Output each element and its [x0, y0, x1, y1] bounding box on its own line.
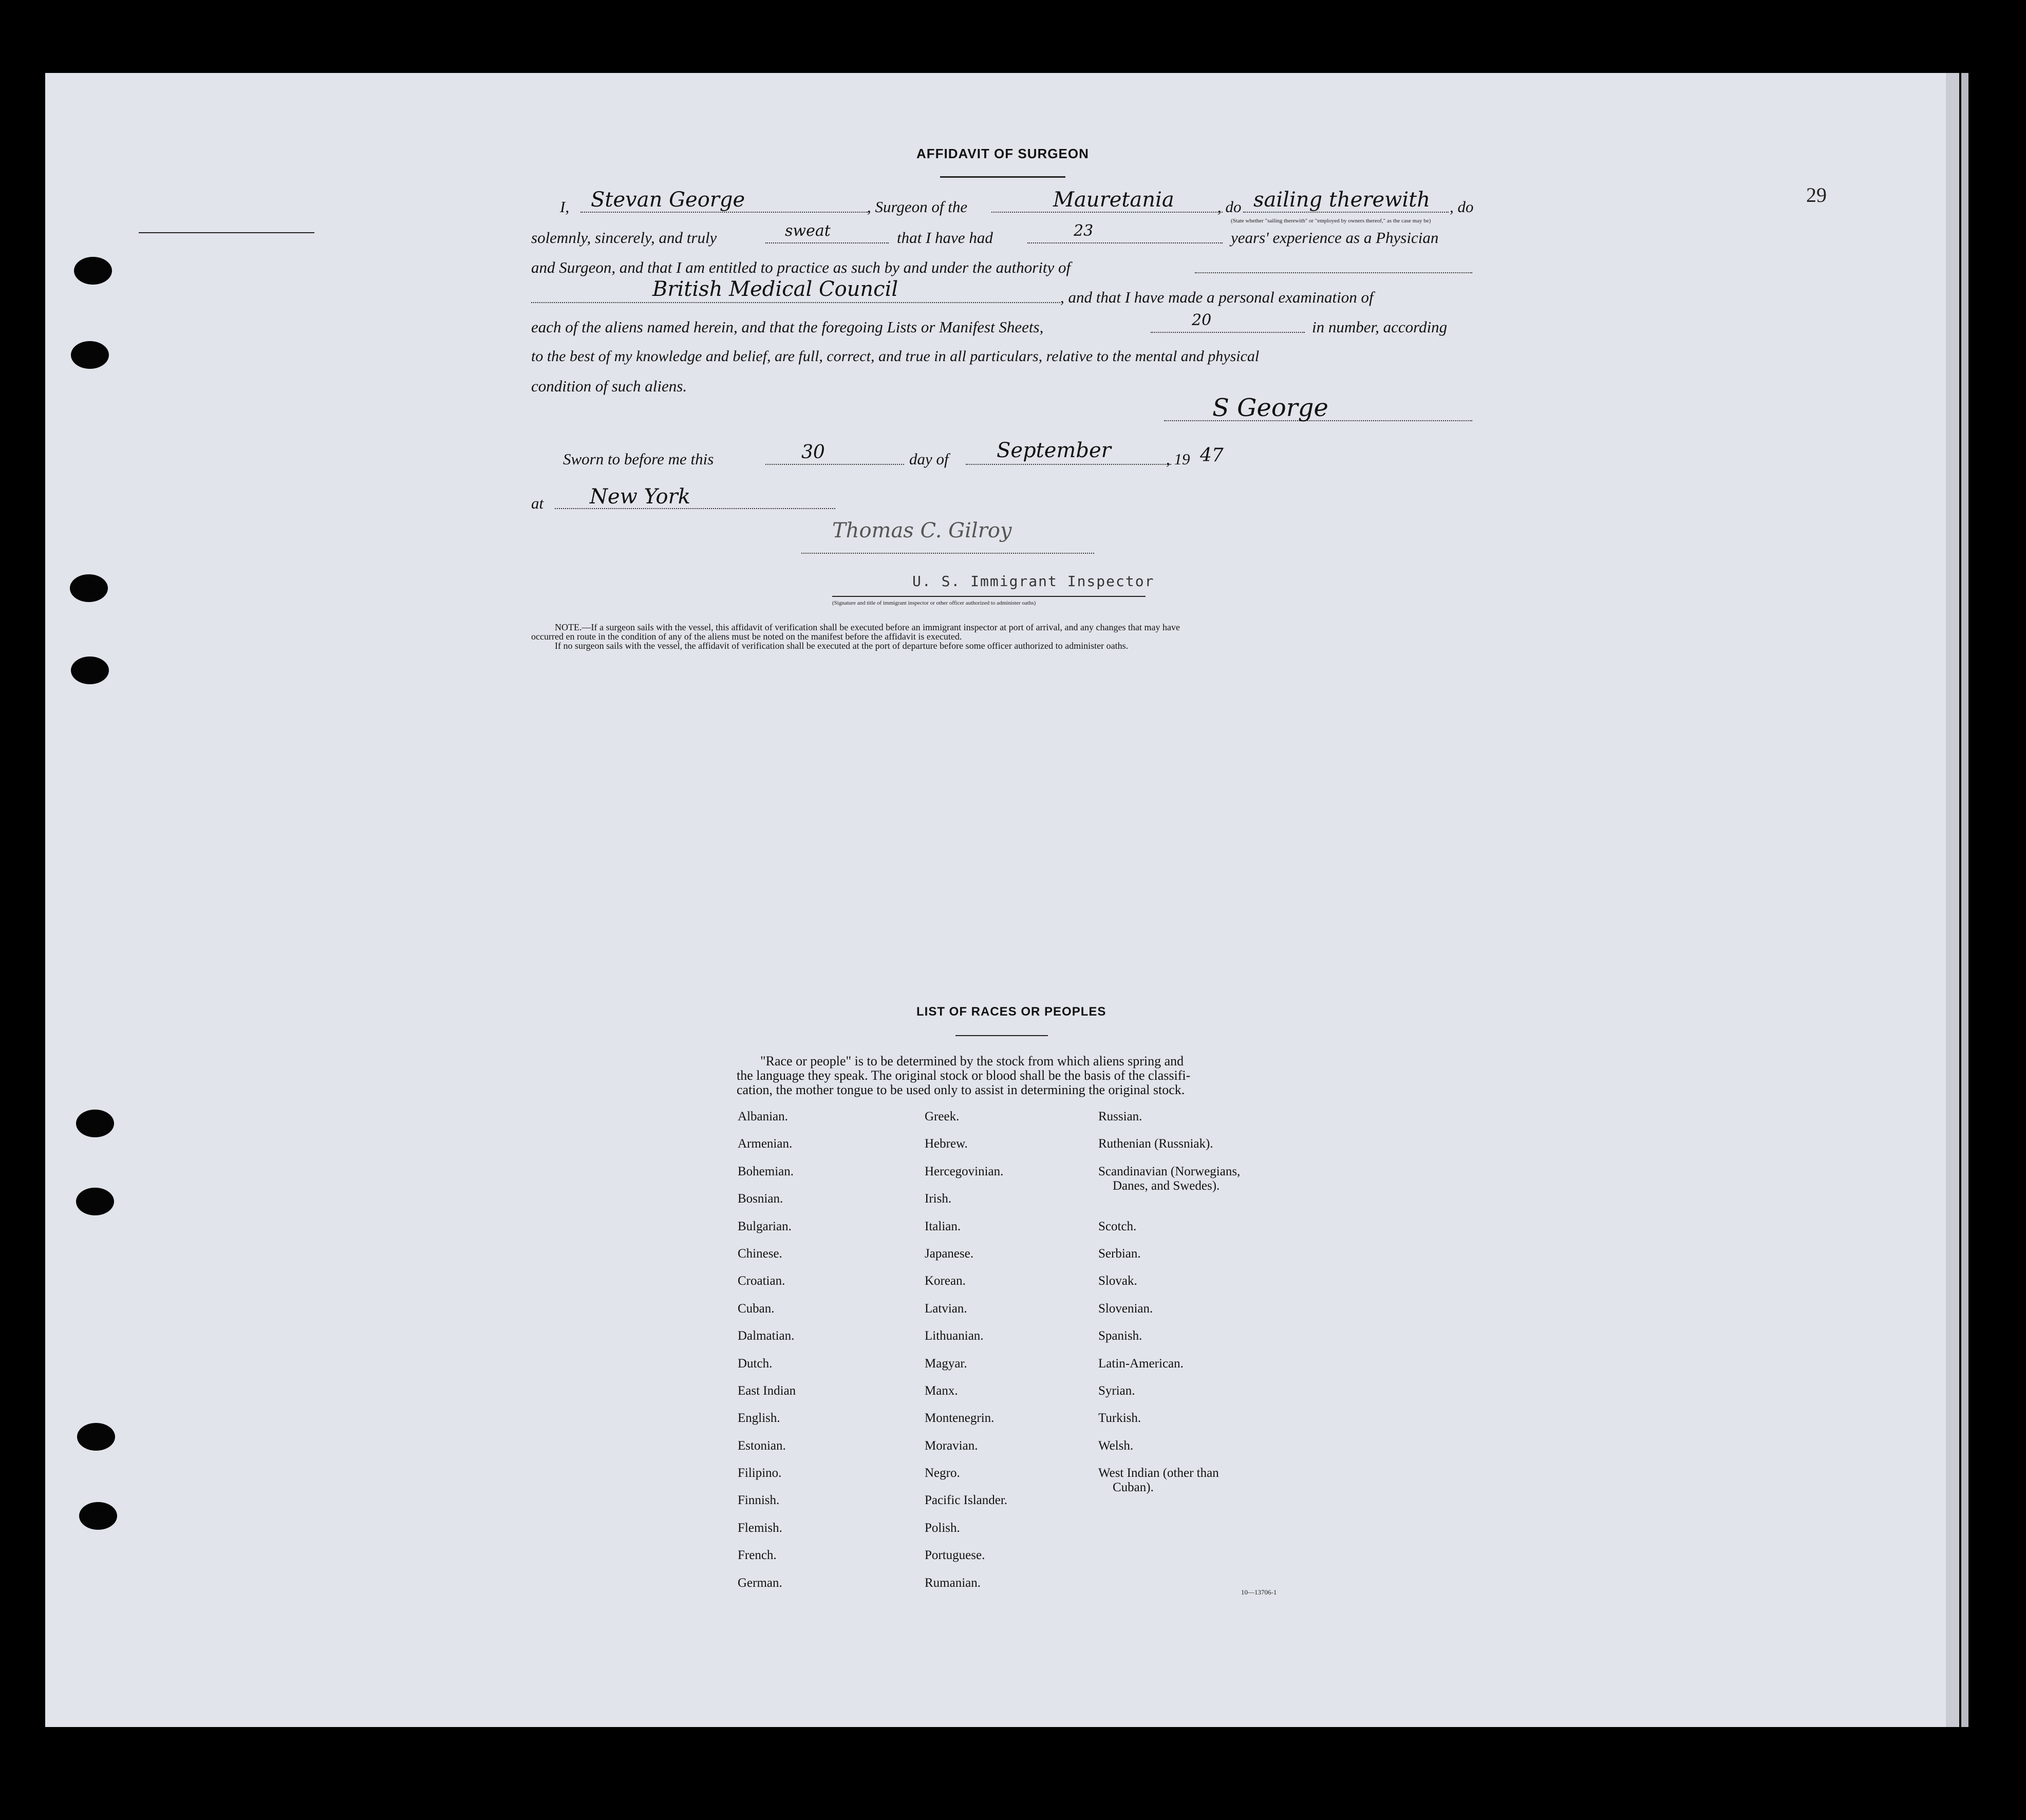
race-item: Finnish. [738, 1493, 780, 1508]
affidavit-text: years' experience as a Physician [1231, 229, 1439, 247]
signature-line [801, 553, 1094, 554]
place-handwritten: New York [590, 485, 690, 509]
race-item: Manx. [925, 1383, 958, 1398]
race-item: Dutch. [738, 1356, 773, 1371]
sheets-handwritten: 20 [1192, 311, 1212, 329]
race-item [1098, 1466, 1240, 1493]
race-item: Welsh. [1098, 1438, 1134, 1453]
race-item-line: Cuban). [1113, 1480, 1154, 1495]
race-item: Rumanian. [925, 1575, 981, 1590]
race-item: Estonian. [738, 1438, 786, 1453]
binder-hole [79, 1502, 117, 1530]
race-item: Pacific Islander. [925, 1493, 1008, 1508]
race-item: Albanian. [738, 1110, 788, 1123]
stamp-underline [832, 596, 1146, 597]
binder-hole [71, 341, 109, 369]
binder-hole [74, 257, 112, 285]
race-item: German. [738, 1575, 782, 1590]
fill-line [1195, 272, 1472, 273]
page-edge-shadow [1961, 73, 1968, 1727]
race-item: English. [738, 1411, 780, 1425]
fill-line [966, 464, 1171, 465]
race-item-line: West Indian (other than [1098, 1466, 1219, 1480]
binder-hole [77, 1423, 115, 1451]
affidavit-text: to the best of my knowledge and belief, are full, correct, and true in all particulars, relative to the mental and physical [531, 348, 1260, 365]
month-handwritten: September [997, 439, 1111, 462]
surgeon-signature: S George [1212, 393, 1328, 422]
form-code: 10—13706-1 [1241, 1588, 1277, 1596]
race-item: Russian. [1098, 1110, 1142, 1123]
affidavit-text: , do [1450, 198, 1474, 216]
race-item: Filipino. [738, 1466, 782, 1480]
fill-line [765, 242, 889, 243]
race-item: Hercegovinian. [925, 1164, 1004, 1178]
race-item [1098, 1165, 1240, 1219]
race-item: Bohemian. [738, 1164, 794, 1178]
year-handwritten: 47 [1200, 445, 1224, 466]
day-handwritten: 30 [801, 442, 825, 463]
title-underline [940, 176, 1065, 178]
race-item: Turkish. [1098, 1411, 1141, 1425]
race-item: Bulgarian. [738, 1219, 792, 1233]
affidavit-text: condition of such aliens. [531, 377, 687, 395]
race-item: Cuban. [738, 1301, 775, 1316]
race-item: Portuguese. [925, 1548, 985, 1563]
race-item: Bosnian. [738, 1192, 783, 1206]
binder-hole [76, 1188, 114, 1215]
races-column-3 [1098, 1110, 1240, 1493]
race-item: Negro. [925, 1466, 960, 1480]
status-handwritten: sailing therewith [1253, 188, 1431, 212]
races-column-1 [738, 1110, 796, 1603]
race-item: Korean. [925, 1274, 966, 1288]
authority-handwritten: British Medical Council [652, 277, 898, 301]
inspector-signature: Thomas C. Gilroy [832, 519, 1012, 542]
affidavit-text: day of [909, 450, 949, 468]
binder-hole [71, 656, 109, 684]
affidavit-text: , 19 [1166, 450, 1190, 468]
page-number: 29 [1806, 183, 1827, 207]
fill-line [1027, 242, 1223, 243]
race-item: Hebrew. [925, 1137, 968, 1151]
inspector-caption: (Signature and title of immigrant inspector or other officer authorized to administer oaths) [832, 600, 1036, 606]
note-line: NOTE.—If a surgeon sails with the vessel, this affidavit of verification shall be executed before an immigrant inspector at port of arrival, and any changes that may have [555, 622, 1180, 632]
race-item: Italian. [925, 1219, 961, 1233]
race-item: Flemish. [738, 1521, 782, 1535]
race-item: Spanish. [1098, 1329, 1142, 1343]
vessel-handwritten: Mauretania [1053, 188, 1174, 212]
races-intro-line: cation, the mother tongue to be used only to assist in determining the original stock. [737, 1082, 1185, 1097]
race-item: Chinese. [738, 1246, 782, 1261]
binder-hole [76, 1110, 114, 1137]
affidavit-text: Sworn to before me this [563, 450, 714, 468]
affidavit-text: solemnly, sincerely, and truly [531, 229, 717, 247]
races-title: LIST OF RACES OR PEOPLES [916, 1005, 1106, 1019]
race-item: Slovenian. [1098, 1301, 1153, 1316]
race-item: Armenian. [738, 1137, 793, 1151]
race-item: Irish. [925, 1192, 952, 1206]
race-item: Magyar. [925, 1356, 967, 1371]
races-column-2 [925, 1110, 1007, 1603]
affidavit-text: that I have had [897, 229, 993, 247]
fill-line [1243, 212, 1449, 213]
race-item: Latvian. [925, 1301, 967, 1316]
affidavit-text: I, [560, 198, 570, 216]
fill-line [1151, 332, 1305, 333]
race-item: Lithuanian. [925, 1329, 984, 1343]
races-intro-line: "Race or people" is to be determined by the stock from which aliens spring and [760, 1054, 1184, 1068]
race-item: Syrian. [1098, 1383, 1135, 1398]
note-line: occurred en route in the condition of any of the aliens must be noted on the manifest before the affidavit is executed. [531, 631, 962, 642]
binder-hole [70, 574, 108, 602]
years-handwritten: 23 [1074, 222, 1094, 240]
race-item-line: Danes, and Swedes). [1113, 1178, 1220, 1193]
inspector-stamp: U. S. Immigrant Inspector [912, 573, 1155, 590]
affidavit-text: in number, according [1312, 318, 1448, 336]
note-line: If no surgeon sails with the vessel, the affidavit of verification shall be executed at the port of departure before some officer authorized to administer oaths. [555, 641, 1129, 651]
stray-rule [139, 232, 314, 233]
race-item: Moravian. [925, 1438, 978, 1453]
race-item: Montenegrin. [925, 1411, 995, 1425]
race-item: East Indian [738, 1383, 796, 1398]
affidavit-text: at [531, 494, 544, 512]
fill-line [531, 302, 1060, 303]
race-item: Dalmatian. [738, 1329, 795, 1343]
race-item: Greek. [925, 1110, 960, 1123]
fill-line [580, 212, 868, 213]
race-item: Scotch. [1098, 1219, 1137, 1233]
affidavit-text: , and that I have made a personal examination of [1060, 288, 1374, 306]
race-item: Croatian. [738, 1274, 785, 1288]
race-item: Serbian. [1098, 1246, 1141, 1261]
affidavit-text: , do [1217, 198, 1242, 216]
affidavit-text: each of the aliens named herein, and that the foregoing Lists or Manifest Sheets, [531, 318, 1044, 336]
races-intro-line: the language they speak. The original stock or blood shall be the basis of the classifi- [737, 1068, 1191, 1083]
race-item: Japanese. [925, 1246, 974, 1261]
fill-line [991, 212, 1223, 213]
fill-line [765, 464, 904, 465]
race-item: Polish. [925, 1521, 960, 1535]
race-item: Latin-American. [1098, 1356, 1184, 1371]
affidavit-text: and Surgeon, and that I am entitled to practice as such by and under the authority of [531, 258, 1071, 276]
page-edge [1946, 73, 1959, 1727]
race-item: French. [738, 1548, 777, 1563]
affidavit-title: AFFIDAVIT OF SURGEON [916, 146, 1089, 161]
affidavit-text: , Surgeon of the [867, 198, 968, 216]
race-item-line: Scandinavian (Norwegians, [1098, 1164, 1241, 1178]
race-item: Ruthenian (Russniak). [1098, 1137, 1213, 1151]
surgeon-name-handwritten: Stevan George [591, 188, 745, 212]
race-item: Slovak. [1098, 1274, 1137, 1288]
small-instruction: (State whether "sailing therewith" or "employed by owners thereof," as the case may be) [1231, 218, 1431, 224]
races-title-underline [955, 1035, 1048, 1036]
oath-handwritten: sweat [785, 222, 831, 240]
